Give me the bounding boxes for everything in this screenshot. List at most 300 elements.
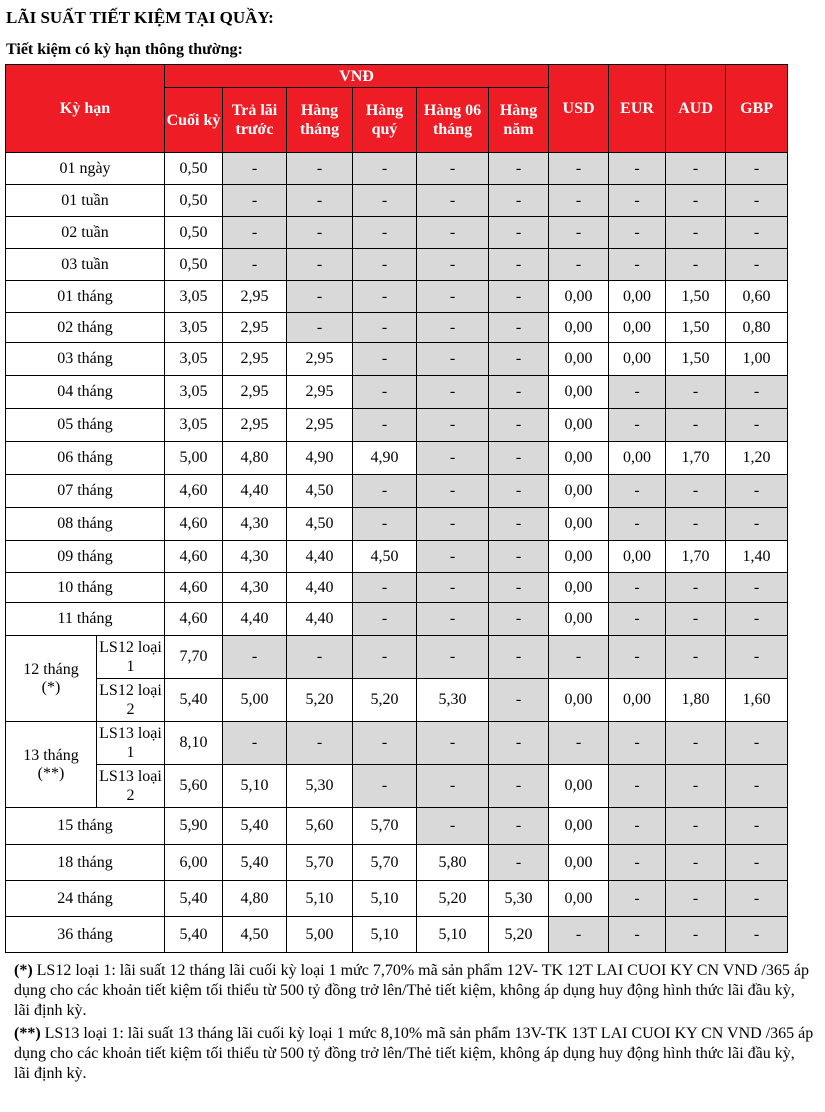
rate-cell: - [223, 217, 287, 249]
rate-cell: 3,05 [165, 281, 223, 313]
rate-cell: - [609, 845, 666, 881]
rate-cell: - [609, 376, 666, 409]
rate-cell: - [223, 722, 287, 765]
table-row [6, 636, 788, 679]
rate-cell: - [609, 808, 666, 845]
page-subtitle: Tiết kiệm có kỳ hạn thông thường: [6, 41, 243, 58]
rate-cell: - [726, 153, 788, 185]
header-hang-thang: Hàng tháng [287, 88, 353, 153]
rate-cell: - [287, 722, 353, 765]
rate-cell: - [609, 475, 666, 508]
rate-cell: - [287, 153, 353, 185]
rate-cell: 0,50 [165, 217, 223, 249]
rate-cell: - [609, 765, 666, 808]
rate-cell: - [489, 573, 549, 603]
footnote-2-text: LS13 loại 1: lãi suất 13 tháng lãi cuối kỳ loại 1 mức 8,10% mã sản phẩm 13V-TK 13T LAI CUOI KY CN VND /365 áp dụng cho các khoản tiết kiệm tối thiểu từ 500 tỷ đồng trở lên/Thẻ tiết kiệm, không áp dụng huy động hình thức lãi đầu kỳ, lãi định kỳ. [14, 1025, 814, 1082]
table-row [6, 217, 788, 249]
rate-cell: - [287, 636, 353, 679]
rate-cell: - [417, 249, 489, 281]
rate-cell: - [666, 376, 726, 409]
table-row [6, 442, 788, 475]
rate-cell: - [666, 881, 726, 917]
rate-cell: 0,00 [549, 343, 609, 376]
rate-cell: 0,50 [165, 153, 223, 185]
term-cell: 02 tháng [6, 313, 165, 343]
rate-cell: - [609, 185, 666, 217]
rate-cell: - [353, 217, 417, 249]
rate-cell: 1,20 [726, 442, 788, 475]
rate-cell: 0,00 [609, 541, 666, 573]
rate-cell: 4,60 [165, 475, 223, 508]
rate-cell: - [489, 508, 549, 541]
rate-cell: - [726, 603, 788, 636]
rate-cell: 0,00 [549, 573, 609, 603]
rate-cell: - [417, 343, 489, 376]
rate-cell: 5,00 [165, 442, 223, 475]
rate-cell: - [666, 917, 726, 953]
rate-cell: 5,40 [223, 808, 287, 845]
term-cell: 15 tháng [6, 808, 165, 845]
rate-cell: 4,90 [287, 442, 353, 475]
table-row [6, 917, 788, 953]
rate-cell: - [489, 442, 549, 475]
rate-cell: - [287, 217, 353, 249]
rate-cell: 4,80 [223, 442, 287, 475]
rate-cell: - [417, 808, 489, 845]
rate-cell: - [353, 603, 417, 636]
rate-cell: 5,00 [223, 679, 287, 722]
table-row [6, 573, 788, 603]
rate-cell: 5,90 [165, 808, 223, 845]
group-term-mark: (**) [37, 764, 65, 782]
rate-cell: - [609, 153, 666, 185]
term-cell: 01 ngày [6, 153, 165, 185]
rate-cell: - [609, 603, 666, 636]
rate-cell: - [609, 508, 666, 541]
rate-cell: 5,10 [353, 881, 417, 917]
rate-cell: 0,00 [609, 313, 666, 343]
rate-cell: - [417, 217, 489, 249]
rate-cell: 0,60 [726, 281, 788, 313]
subterm-cell: LS13 loại 2 [97, 765, 165, 808]
rate-cell: 5,30 [417, 679, 489, 722]
rate-cell: - [609, 249, 666, 281]
rate-cell: - [417, 409, 489, 442]
rate-cell: 4,30 [223, 573, 287, 603]
rate-cell: - [489, 808, 549, 845]
rate-cell: - [353, 722, 417, 765]
rate-cell: - [353, 153, 417, 185]
rate-cell: - [549, 636, 609, 679]
rate-cell: - [353, 185, 417, 217]
rate-cell: - [726, 917, 788, 953]
subterm-cell: LS12 loại 1 [97, 636, 165, 679]
rate-cell: - [666, 636, 726, 679]
rate-cell: 5,70 [287, 845, 353, 881]
rate-cell: 4,40 [223, 475, 287, 508]
rate-cell: - [666, 603, 726, 636]
rate-cell: - [417, 508, 489, 541]
rate-cell: 4,30 [223, 541, 287, 573]
rate-cell: - [609, 409, 666, 442]
term-cell: 03 tháng [6, 343, 165, 376]
rate-cell: - [489, 217, 549, 249]
rate-cell: 2,95 [287, 376, 353, 409]
subterm-cell: LS12 loại 2 [97, 679, 165, 722]
subterm-cell: LS13 loại 1 [97, 722, 165, 765]
rate-cell: 4,50 [353, 541, 417, 573]
rate-cell: 4,60 [165, 508, 223, 541]
table-row [6, 343, 788, 376]
rate-cell: 0,00 [549, 679, 609, 722]
rate-cell: - [666, 409, 726, 442]
table-body [6, 153, 788, 953]
rate-cell: 5,40 [165, 917, 223, 953]
rate-cell: 0,00 [549, 475, 609, 508]
rate-cell: - [489, 153, 549, 185]
rate-cell: 5,40 [165, 881, 223, 917]
rate-cell: - [549, 217, 609, 249]
term-cell: 09 tháng [6, 541, 165, 573]
rate-cell: - [489, 722, 549, 765]
footnote-1-mark: (*) [14, 962, 33, 979]
rate-cell: - [223, 636, 287, 679]
rate-cell: 5,70 [353, 845, 417, 881]
rate-cell: - [549, 722, 609, 765]
rate-cell: 0,80 [726, 313, 788, 343]
rate-cell: 5,10 [417, 917, 489, 953]
rate-cell: 3,05 [165, 409, 223, 442]
table-row [6, 249, 788, 281]
rate-cell: - [726, 376, 788, 409]
rate-cell: - [417, 603, 489, 636]
term-cell: 18 tháng [6, 845, 165, 881]
header-vnd: VNĐ [165, 65, 549, 88]
rate-cell: - [417, 153, 489, 185]
rate-cell: 5,60 [165, 765, 223, 808]
rate-cell: - [726, 881, 788, 917]
rate-cell: - [726, 217, 788, 249]
group-term-mark: (*) [41, 678, 61, 696]
footnote-2 [14, 1024, 814, 1084]
group-term-label: 13 tháng [23, 746, 79, 764]
header-cuoi-ky: Cuối kỳ [165, 88, 223, 153]
table-row [6, 153, 788, 185]
rate-cell: - [489, 603, 549, 636]
rate-cell: - [726, 185, 788, 217]
rate-cell: 0,00 [609, 281, 666, 313]
interest-rate-table [5, 64, 788, 953]
rate-cell: - [223, 153, 287, 185]
rate-cell: - [287, 281, 353, 313]
rate-cell: - [666, 249, 726, 281]
rate-cell: 5,00 [287, 917, 353, 953]
rate-cell: - [666, 765, 726, 808]
header-hang-06-thang: Hàng 06 tháng [417, 88, 489, 153]
rate-cell: - [489, 475, 549, 508]
table-row [6, 409, 788, 442]
header-usd: USD [549, 65, 609, 153]
rate-cell: - [353, 409, 417, 442]
header-term: Kỳ hạn [6, 65, 165, 153]
footnotes [14, 961, 814, 1087]
rate-cell: - [489, 679, 549, 722]
table-row [6, 603, 788, 636]
rate-cell: 2,95 [223, 281, 287, 313]
rate-cell: - [353, 249, 417, 281]
rate-cell: 8,10 [165, 722, 223, 765]
rate-cell: 5,30 [287, 765, 353, 808]
rate-cell: 1,70 [666, 442, 726, 475]
footnote-1-text: LS12 loại 1: lãi suất 12 tháng lãi cuối kỳ loại 1 mức 7,70% mã sản phẩm 12V- TK 12T LAI CUOI KY CN VND /365 áp dụng cho các khoản tiết kiệm tối thiểu từ 500 tỷ đồng trở lên/Thẻ tiết kiệm, không áp dụng huy động hình thức lãi đầu kỳ, lãi định kỳ. [14, 962, 809, 1019]
rate-cell: 0,00 [549, 603, 609, 636]
term-cell: 05 tháng [6, 409, 165, 442]
rate-cell: - [223, 249, 287, 281]
rate-cell: - [726, 808, 788, 845]
rate-cell: 4,40 [287, 603, 353, 636]
rate-cell: - [417, 376, 489, 409]
header-gbp: GBP [726, 65, 788, 153]
rate-cell: 4,90 [353, 442, 417, 475]
rate-cell: - [489, 845, 549, 881]
rate-cell: - [417, 313, 489, 343]
rate-cell: 0,00 [609, 442, 666, 475]
rate-cell: - [417, 185, 489, 217]
rate-cell: - [489, 185, 549, 217]
rate-cell: 2,95 [223, 409, 287, 442]
rate-cell: - [417, 281, 489, 313]
term-cell: 01 tháng [6, 281, 165, 313]
rate-cell: 4,60 [165, 573, 223, 603]
table-row [6, 881, 788, 917]
rate-cell: - [549, 185, 609, 217]
rate-cell: 4,80 [223, 881, 287, 917]
rate-cell: 4,60 [165, 603, 223, 636]
rate-cell: - [353, 281, 417, 313]
rate-cell: 1,80 [666, 679, 726, 722]
rate-cell: - [287, 249, 353, 281]
rate-cell: - [666, 508, 726, 541]
rate-cell: - [353, 508, 417, 541]
rate-cell: - [489, 313, 549, 343]
rate-cell: - [353, 636, 417, 679]
rate-cell: 1,50 [666, 343, 726, 376]
rate-cell: 1,50 [666, 281, 726, 313]
group-term-cell [6, 722, 97, 808]
rate-cell: 0,50 [165, 249, 223, 281]
rate-cell: - [726, 475, 788, 508]
table-row [6, 508, 788, 541]
rate-cell: - [666, 573, 726, 603]
rate-cell: 0,00 [549, 442, 609, 475]
group-term-label: 12 tháng [23, 660, 79, 678]
rate-cell: - [417, 636, 489, 679]
rate-cell: 3,05 [165, 376, 223, 409]
table-row [6, 541, 788, 573]
term-cell: 07 tháng [6, 475, 165, 508]
rate-cell: - [609, 636, 666, 679]
rate-cell: 2,95 [287, 343, 353, 376]
rate-cell: 4,60 [165, 541, 223, 573]
rate-cell: - [353, 573, 417, 603]
rate-cell: - [417, 541, 489, 573]
rate-cell: 1,60 [726, 679, 788, 722]
rate-cell: 5,20 [489, 917, 549, 953]
table-row [6, 185, 788, 217]
table-row [6, 808, 788, 845]
term-cell: 02 tuần [6, 217, 165, 249]
rate-cell: 1,00 [726, 343, 788, 376]
table-row [6, 845, 788, 881]
rate-cell: 2,95 [223, 376, 287, 409]
footnote-1 [14, 961, 814, 1021]
rate-cell: 2,95 [223, 313, 287, 343]
rate-cell: 0,00 [549, 508, 609, 541]
rate-cell: - [353, 343, 417, 376]
rate-cell: 6,00 [165, 845, 223, 881]
rate-cell: - [726, 765, 788, 808]
rate-cell: 4,50 [287, 508, 353, 541]
term-cell: 36 tháng [6, 917, 165, 953]
table-row [6, 765, 788, 808]
rate-cell: 0,00 [549, 541, 609, 573]
rate-cell: - [489, 281, 549, 313]
rate-cell: - [353, 475, 417, 508]
rate-cell: - [609, 573, 666, 603]
rate-cell: 5,60 [287, 808, 353, 845]
rate-cell: 5,20 [417, 881, 489, 917]
rate-cell: - [609, 217, 666, 249]
table-row [6, 313, 788, 343]
rate-cell: - [666, 185, 726, 217]
rate-cell: 0,00 [609, 343, 666, 376]
rate-cell: 0,00 [549, 881, 609, 917]
rate-cell: 5,80 [417, 845, 489, 881]
rate-cell: 1,40 [726, 541, 788, 573]
term-cell: 10 tháng [6, 573, 165, 603]
term-cell: 08 tháng [6, 508, 165, 541]
rate-cell: 0,00 [549, 281, 609, 313]
rate-cell: - [489, 343, 549, 376]
term-cell: 06 tháng [6, 442, 165, 475]
rate-cell: 4,40 [287, 541, 353, 573]
rate-cell: 5,10 [223, 765, 287, 808]
rate-cell: - [489, 541, 549, 573]
rate-cell: - [417, 722, 489, 765]
term-cell: 01 tuần [6, 185, 165, 217]
group-term-cell [6, 636, 97, 722]
rate-cell: - [549, 153, 609, 185]
rate-cell: - [666, 153, 726, 185]
rate-cell: 3,05 [165, 313, 223, 343]
rate-cell: 5,20 [287, 679, 353, 722]
rate-cell: - [489, 249, 549, 281]
rate-cell: - [726, 249, 788, 281]
rate-cell: - [666, 808, 726, 845]
rate-cell: 0,00 [549, 313, 609, 343]
rate-cell: - [489, 376, 549, 409]
page-title: LÃI SUẤT TIẾT KIỆM TẠI QUẦY: [6, 8, 274, 27]
rate-cell: 4,30 [223, 508, 287, 541]
rate-cell: 2,95 [223, 343, 287, 376]
header-eur: EUR [609, 65, 666, 153]
rate-cell: 0,00 [549, 765, 609, 808]
footnote-2-mark: (**) [14, 1025, 41, 1042]
rate-cell: - [417, 442, 489, 475]
rate-cell: - [726, 508, 788, 541]
rate-cell: - [666, 845, 726, 881]
rate-cell: - [549, 917, 609, 953]
rate-cell: - [726, 722, 788, 765]
header-hang-quy: Hàng quý [353, 88, 417, 153]
table-row [6, 376, 788, 409]
rate-cell: 4,50 [223, 917, 287, 953]
rate-cell: - [549, 249, 609, 281]
header-hang-nam: Hàng năm [489, 88, 549, 153]
rate-cell: 0,50 [165, 185, 223, 217]
rate-cell: - [287, 185, 353, 217]
rate-cell: 4,40 [287, 573, 353, 603]
rate-cell: 3,05 [165, 343, 223, 376]
rate-cell: 5,40 [165, 679, 223, 722]
rate-cell: - [489, 765, 549, 808]
rate-cell: 5,10 [353, 917, 417, 953]
rate-cell: - [353, 765, 417, 808]
rate-cell: 4,40 [223, 603, 287, 636]
rate-cell: 1,50 [666, 313, 726, 343]
rate-cell: - [666, 475, 726, 508]
rate-cell: 0,00 [549, 845, 609, 881]
rate-cell: - [489, 636, 549, 679]
rate-cell: - [726, 636, 788, 679]
rate-cell: - [609, 881, 666, 917]
term-cell: 03 tuần [6, 249, 165, 281]
rate-cell: 1,70 [666, 541, 726, 573]
rate-cell: 2,95 [287, 409, 353, 442]
rate-cell: - [726, 409, 788, 442]
table-row [6, 475, 788, 508]
rate-cell: 5,70 [353, 808, 417, 845]
rate-cell: - [666, 722, 726, 765]
header-aud: AUD [666, 65, 726, 153]
rate-cell: - [489, 409, 549, 442]
rate-cell: 5,30 [489, 881, 549, 917]
rate-cell: 0,00 [549, 808, 609, 845]
rate-cell: 0,00 [609, 679, 666, 722]
rate-cell: - [223, 185, 287, 217]
header-row-top [6, 65, 788, 88]
rate-cell: 0,00 [549, 409, 609, 442]
rate-cell: - [353, 313, 417, 343]
rate-cell: 5,10 [287, 881, 353, 917]
rate-cell: 7,70 [165, 636, 223, 679]
rate-cell: 5,20 [353, 679, 417, 722]
rate-cell: - [287, 313, 353, 343]
table-row [6, 679, 788, 722]
rate-cell: - [417, 765, 489, 808]
rate-cell: 4,50 [287, 475, 353, 508]
term-cell: 04 tháng [6, 376, 165, 409]
rate-cell: - [609, 917, 666, 953]
rate-cell: - [353, 376, 417, 409]
table-row [6, 722, 788, 765]
rate-cell: - [417, 573, 489, 603]
rate-cell: - [726, 573, 788, 603]
rate-cell: - [726, 845, 788, 881]
rate-cell: - [417, 475, 489, 508]
rate-cell: 5,40 [223, 845, 287, 881]
term-cell: 11 tháng [6, 603, 165, 636]
